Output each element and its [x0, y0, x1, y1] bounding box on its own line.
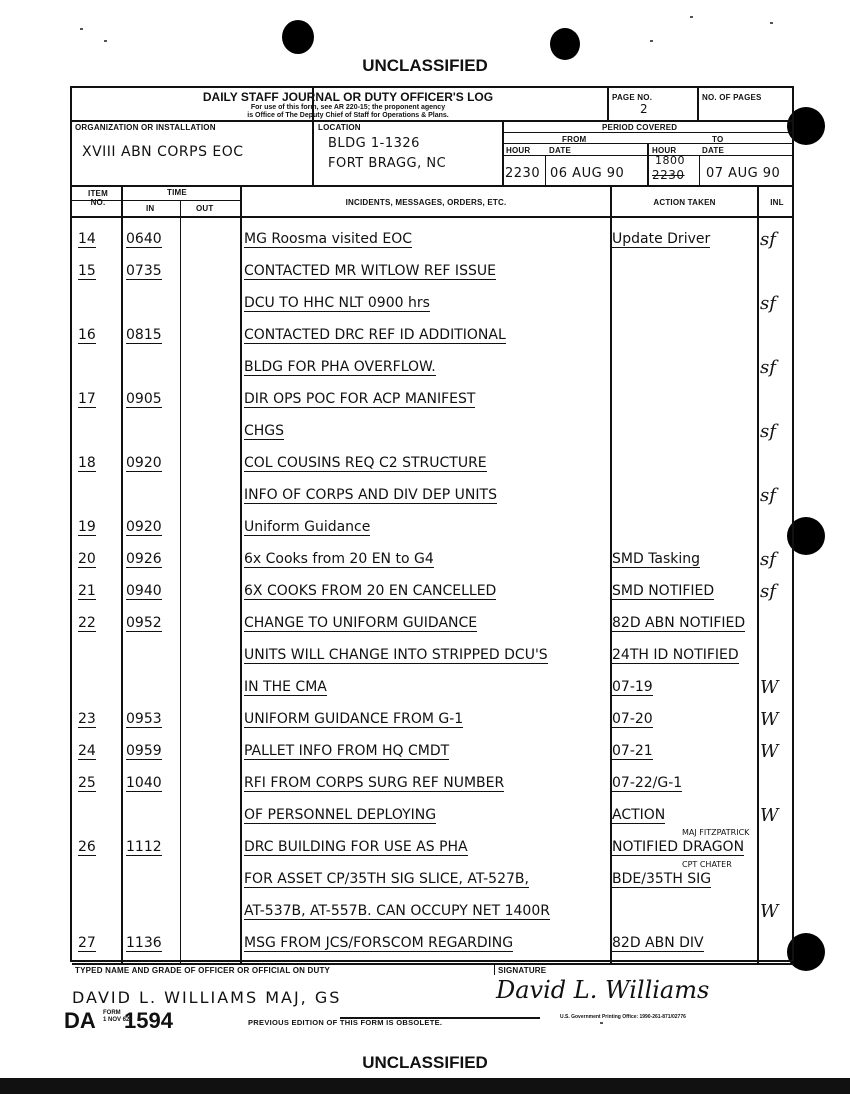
to-label: TO: [712, 135, 724, 144]
form-title: DAILY STAFF JOURNAL OR DUTY OFFICER'S LOG: [202, 90, 494, 104]
journal-row: [72, 732, 794, 764]
row-item-no: 19: [78, 519, 96, 535]
row-action-taken: SMD NOTIFIED: [612, 583, 715, 599]
row-incident-text: MG Roosma visited EOC: [244, 231, 413, 247]
row-action-taken: SMD Tasking: [612, 551, 701, 567]
journal-row: [72, 892, 794, 924]
journal-row: [72, 508, 794, 540]
col-incidents: INCIDENTS, MESSAGES, ORDERS, ETC.: [345, 198, 507, 207]
form-number: 1594: [124, 1008, 173, 1033]
typed-name-label: TYPED NAME AND GRADE OF OFFICER OR OFFICIAL ON DUTY: [75, 966, 331, 975]
row-time-in: 0815: [126, 327, 162, 343]
scan-speck: [600, 1022, 603, 1024]
location-line2: FORT BRAGG, NC: [328, 156, 447, 171]
col-in: IN: [146, 204, 155, 213]
row-action-taken: ACTION: [612, 807, 666, 823]
row-incident-text: OF PERSONNEL DEPLOYING: [244, 807, 437, 823]
row-incident-text: FOR ASSET CP/35TH SIG SLICE, AT-527B,: [244, 871, 529, 887]
page-no-label: PAGE NO.: [612, 93, 653, 102]
row-incident-text: RFI FROM CORPS SURG REF NUMBER: [244, 775, 505, 791]
row-item-no: 16: [78, 327, 96, 343]
row-item-no: 20: [78, 551, 96, 567]
row-initials: sf: [760, 485, 776, 506]
col-initials: INL: [770, 198, 784, 207]
rule: [494, 963, 495, 975]
row-initials: sf: [760, 357, 776, 378]
from-hour-value: 2230: [505, 166, 541, 181]
journal-row: [72, 796, 794, 828]
row-action-note: CPT CHATER: [682, 860, 732, 869]
row-incident-text: PALLET INFO FROM HQ CMDT: [244, 743, 450, 759]
journal-row: [72, 860, 794, 892]
row-incident-text: 6X COOKS FROM 20 EN CANCELLED: [244, 583, 497, 599]
rule: [502, 120, 504, 186]
row-incident-text: CONTACTED DRC REF ID ADDITIONAL: [244, 327, 506, 343]
period-label: PERIOD COVERED: [602, 123, 678, 132]
signature-label: SIGNATURE: [498, 966, 547, 975]
row-item-no: 26: [78, 839, 96, 855]
typed-name-value: DAVID L. WILLIAMS MAJ, GS: [72, 988, 342, 1007]
to-hour-value: 1800: [655, 154, 685, 167]
row-incident-text: DRC BUILDING FOR USE AS PHA: [244, 839, 468, 855]
col-item-no: ITEM NO.: [88, 189, 108, 207]
rule: [699, 155, 700, 186]
to-date-label: DATE: [702, 146, 724, 155]
row-item-no: 24: [78, 743, 96, 759]
row-time-in: 0953: [126, 711, 162, 727]
journal-row: [72, 828, 794, 860]
from-label: FROM: [562, 135, 587, 144]
signature-value: David L. Williams: [496, 976, 710, 1004]
col-out: OUT: [196, 204, 214, 213]
row-incident-text: 6x Cooks from 20 EN to G4: [244, 551, 434, 567]
row-time-in: 0920: [126, 455, 162, 471]
row-action-taken: 07-20: [612, 711, 653, 727]
row-incident-text: DCU TO HHC NLT 0900 hrs: [244, 295, 430, 311]
row-action-taken: 24TH ID NOTIFIED: [612, 647, 739, 663]
row-action-taken: BDE/35TH SIG: [612, 871, 712, 887]
journal-row: [72, 412, 794, 444]
row-item-no: 14: [78, 231, 96, 247]
scan-edge-band: [0, 1078, 850, 1094]
scan-speck: [770, 22, 773, 24]
row-initials: W: [760, 741, 779, 762]
journal-row: [72, 924, 794, 956]
from-hour-label: HOUR: [506, 146, 531, 155]
row-incident-text: BLDG FOR PHA OVERFLOW.: [244, 359, 436, 375]
row-incident-text: CONTACTED MR WITLOW REF ISSUE: [244, 263, 496, 279]
row-item-no: 22: [78, 615, 96, 631]
from-date-label: DATE: [549, 146, 571, 155]
row-initials: W: [760, 709, 779, 730]
row-action-taken: Update Driver: [612, 231, 711, 247]
journal-row: [72, 220, 794, 252]
row-incident-text: CHANGE TO UNIFORM GUIDANCE: [244, 615, 478, 631]
org-label: ORGANIZATION OR INSTALLATION: [75, 123, 216, 132]
row-time-in: 0735: [126, 263, 162, 279]
row-initials: sf: [760, 421, 776, 442]
row-time-in: 0940: [126, 583, 162, 599]
form-title-block: [178, 90, 518, 120]
row-item-no: 17: [78, 391, 96, 407]
scan-speck: [104, 40, 107, 42]
row-action-taken: NOTIFIED DRAGON: [612, 839, 745, 855]
row-time-in: 0926: [126, 551, 162, 567]
location-label: LOCATION: [318, 123, 361, 132]
row-time-in: 0952: [126, 615, 162, 631]
row-initials: W: [760, 805, 779, 826]
previous-edition-note: PREVIOUS EDITION OF THIS FORM IS OBSOLETE.: [248, 1018, 443, 1027]
col-time: TIME: [167, 188, 187, 197]
row-initials: W: [760, 677, 779, 698]
form-date: 1 NOV 62: [103, 1017, 130, 1023]
row-time-in: 1112: [126, 839, 162, 855]
row-item-no: 21: [78, 583, 96, 599]
rule: [72, 120, 794, 122]
row-time-in: 0920: [126, 519, 162, 535]
journal-row: [72, 604, 794, 636]
to-hour-label: HOUR: [652, 146, 677, 155]
scan-speck: [80, 28, 83, 30]
row-incident-text: MSG FROM JCS/FORSCOM REGARDING: [244, 935, 514, 951]
form-subtitle-2: is Office of The Deputy Chief of Staff for Operations & Plans.: [247, 112, 449, 119]
from-date-value: 06 AUG 90: [550, 166, 625, 181]
rule: [502, 132, 794, 133]
journal-row: [72, 764, 794, 796]
row-incident-text: DIR OPS POC FOR ACP MANIFEST: [244, 391, 476, 407]
classification-top: UNCLASSIFIED: [362, 56, 488, 75]
col-action: ACTION TAKEN: [653, 198, 716, 207]
row-incident-text: CHGS: [244, 423, 285, 439]
row-initials: sf: [760, 229, 776, 250]
form-da: DA: [64, 1008, 96, 1033]
row-time-in: 0905: [126, 391, 162, 407]
row-item-no: 23: [78, 711, 96, 727]
row-action-note: MAJ FITZPATRICK: [682, 828, 750, 837]
journal-form: [70, 86, 794, 975]
row-time-in: 1136: [126, 935, 162, 951]
rule: [607, 88, 609, 120]
journal-row: [72, 700, 794, 732]
journal-row: [72, 284, 794, 316]
page-no-value: 2: [640, 102, 649, 116]
journal-row: [72, 572, 794, 604]
rule: [72, 185, 794, 187]
row-incident-text: UNIFORM GUIDANCE FROM G-1: [244, 711, 464, 727]
classification-bottom: UNCLASSIFIED: [362, 1053, 488, 1072]
scan-speck: [690, 16, 693, 18]
to-date-value: 07 AUG 90: [706, 166, 781, 181]
punch-hole: [282, 20, 314, 54]
rule: [647, 143, 649, 186]
row-time-in: 0959: [126, 743, 162, 759]
journal-row: [72, 540, 794, 572]
row-initials: W: [760, 901, 779, 922]
row-time-in: 1040: [126, 775, 162, 791]
rule: [72, 963, 794, 965]
journal-row: [72, 348, 794, 380]
form-label: FORM: [103, 1010, 121, 1016]
row-time-in: 0640: [126, 231, 162, 247]
row-initials: sf: [760, 293, 776, 314]
row-action-taken: 07-19: [612, 679, 653, 695]
row-incident-text: AT-537B, AT-557B. CAN OCCUPY NET 1400R: [244, 903, 550, 919]
journal-row: [72, 444, 794, 476]
rule: [697, 88, 699, 120]
row-initials: sf: [760, 549, 776, 570]
row-item-no: 27: [78, 935, 96, 951]
form-subtitle-1: For use of this form, see AR 220-15; the proponent agency: [250, 104, 446, 111]
row-incident-text: INFO OF CORPS AND DIV DEP UNITS: [244, 487, 497, 503]
journal-row: [72, 476, 794, 508]
journal-row: [72, 252, 794, 284]
punch-hole: [550, 28, 580, 60]
location-line1: BLDG 1-1326: [328, 136, 420, 151]
scan-speck: [650, 40, 653, 42]
org-value: XVIII ABN CORPS EOC: [82, 144, 244, 160]
row-item-no: 25: [78, 775, 96, 791]
journal-row: [72, 380, 794, 412]
row-item-no: 15: [78, 263, 96, 279]
journal-row: [72, 668, 794, 700]
row-incident-text: IN THE CMA: [244, 679, 327, 695]
journal-row: [72, 636, 794, 668]
row-action-taken: 82D ABN DIV: [612, 935, 704, 951]
row-item-no: 18: [78, 455, 96, 471]
gpo-note: U.S. Government Printing Office: 1990-261-871/02776: [560, 1014, 686, 1020]
row-incident-text: Uniform Guidance: [244, 519, 371, 535]
row-action-taken: 82D ABN NOTIFIED: [612, 615, 746, 631]
row-action-taken: 07-22/G-1: [612, 775, 683, 791]
no-of-pages-label: NO. OF PAGES: [702, 93, 762, 102]
row-action-taken: 07-21: [612, 743, 653, 759]
rule: [545, 155, 546, 186]
row-incident-text: COL COUSINS REQ C2 STRUCTURE: [244, 455, 487, 471]
row-incident-text: UNITS WILL CHANGE INTO STRIPPED DCU'S: [244, 647, 548, 663]
row-initials: sf: [760, 581, 776, 602]
journal-row: [72, 316, 794, 348]
to-hour-struck: 2230: [652, 168, 685, 182]
